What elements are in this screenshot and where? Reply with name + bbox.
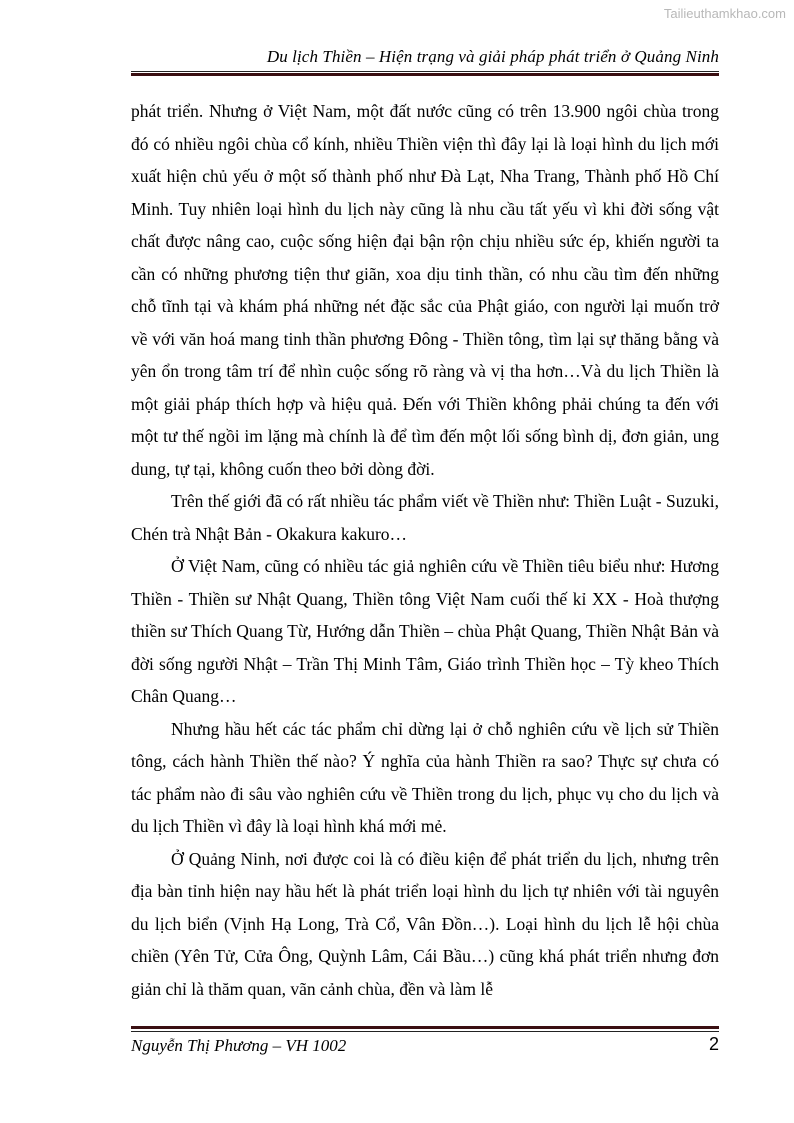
page-body	[131, 95, 719, 1005]
paragraph-continuation: phát triển. Nhưng ở Việt Nam, một đất nước cũng có trên 13.900 ngôi chùa trong đó có nhiều ngôi chùa cổ kính, nhiều Thiền viện thì đây lại là loại hình du lịch mới xuất hiện chủ yếu ở một số thành phố như Đà Lạt, Nha Trang, Thành phố Hồ Chí Minh. Tuy nhiên loại hình du lịch này cũng là nhu cầu tất yếu vì khi đời sống vật chất được nâng cao, cuộc sống hiện đại bận rộn chịu nhiều sức ép, khiến người ta cần có những phương tiện thư giãn, xoa dịu tinh thần, có nhu cầu tìm đến những chỗ tĩnh tại và khám phá những nét đặc sắc của Phật giáo, con người lại muốn trở về với văn hoá mang tinh thần phương Đông - Thiền tông, tìm lại sự thăng bằng và yên ổn trong tâm trí để nhìn cuộc sống rõ ràng và vị tha hơn…Và du lịch Thiền là một giải pháp thích hợp và hiệu quả. Đến với Thiền không phải chúng ta đến với một tư thế ngồi im lặng mà chính là để tìm đến một lối sống bình dị, đơn giản, ung dung, tự tại, không cuốn theo bởi dòng đời.	[131, 101, 719, 479]
footer-author: Nguyễn Thị Phương – VH 1002	[131, 1036, 347, 1055]
page-number: 2	[708, 1034, 719, 1054]
footer-divider-thick	[131, 1026, 719, 1029]
watermark: Tailieuthamkhao.com	[663, 6, 786, 21]
header-divider	[131, 71, 719, 72]
paragraph-quang-ninh: Ở Quảng Ninh, nơi được coi là có điều kiện để phát triển du lịch, nhưng trên địa bàn tỉnh hiện nay hầu hết là phát triển loại hình du lịch tự nhiên với tài nguyên du lịch biển (Vịnh Hạ Long, Trà Cổ, Vân Đồn…). Loại hình du lịch lễ hội chùa chiền (Yên Tử, Cửa Ông, Quỳnh Lâm, Cái Bầu…) cũng khá phát triển nhưng đơn giản chỉ là thăm quan, vãn cảnh chùa, đền và làm lễ	[131, 848, 719, 999]
footer-divider	[131, 1031, 719, 1032]
paragraph-world-works: Trên thế giới đã có rất nhiều tác phẩm viết về Thiền như: Thiền Luật - Suzuki, Chén trà Nhật Bản - Okakura kakuro…	[131, 491, 719, 544]
paragraph-research-gap: Nhưng hầu hết các tác phẩm chỉ dừng lại ở chỗ nghiên cứu về lịch sử Thiền tông, cách hành Thiền thế nào? Ý nghĩa của hành Thiền ra sao? Thực sự chưa có tác phẩm nào đi sâu vào nghiên cứu về Thiền trong du lịch, phục vụ cho du lịch và du lịch Thiền vì đây là loại hình khá mới mẻ.	[131, 718, 719, 836]
paragraph-vietnam-authors: Ở Việt Nam, cũng có nhiều tác giả nghiên cứu về Thiền tiêu biểu như: Hương Thiền - Thiền sư Nhật Quang, Thiền tông Việt Nam cuối thế kỉ XX - Hoà thượng thiền sư Thích Quang Từ, Hướng dẫn Thiền – chùa Phật Quang, Thiền Nhật Bản và đời sống người Nhật – Trần Thị Minh Tâm, Giáo trình Thiền học – Tỳ kheo Thích Chân Quang…	[131, 556, 719, 706]
header-divider-thick	[131, 73, 719, 76]
running-header: Du lịch Thiền – Hiện trạng và giải pháp phát triển ở Quảng Ninh	[266, 47, 719, 66]
